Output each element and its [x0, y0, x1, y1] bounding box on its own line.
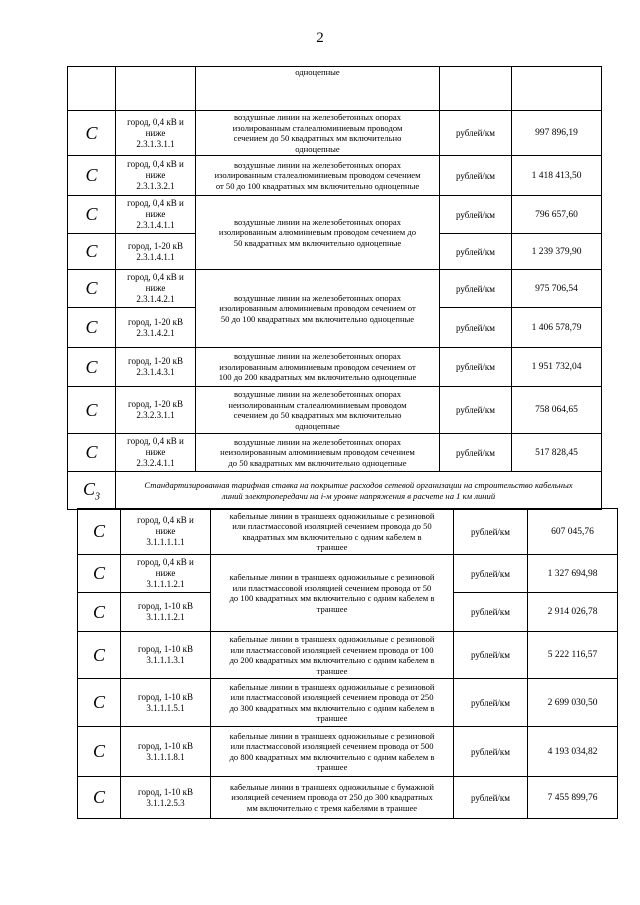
table-row	[78, 727, 618, 777]
value-cell: 2 914 026,78	[528, 593, 618, 632]
code-cell: город, 1-10 кВ 3.1.1.1.2.1	[121, 593, 211, 632]
desc-cell: кабельные линии в траншеях одножильные с резиновой или пластмассовой изоляцией сечением провода от 50 до 100 квадратных мм включительно с одним кабелем в траншее	[211, 555, 454, 632]
value-cell: 607 045,76	[528, 509, 618, 555]
symbol-c: С	[68, 348, 116, 387]
desc-cell: одноцепные	[196, 67, 440, 111]
unit-cell: рублей/км	[454, 632, 528, 679]
code-cell: город, 0,4 кВ и ниже 2.3.1.3.1.1	[116, 111, 196, 156]
symbol-c: С	[78, 632, 121, 679]
value-cell: 1 406 578,79	[512, 308, 602, 348]
symbol-c: С	[68, 387, 116, 434]
table-row	[68, 348, 602, 387]
unit-cell: рублей/км	[440, 270, 512, 308]
table-row	[68, 387, 602, 434]
table-row	[68, 111, 602, 156]
symbol-c: С	[68, 156, 116, 196]
symbol-c: С	[78, 679, 121, 727]
desc-cell: воздушные линии на железобетонных опорах неизолированным сталеалюминиевым проводом сечением до 50 квадратных мм включительно одноцепные	[196, 387, 440, 434]
value-cell: 758 064,65	[512, 387, 602, 434]
code-cell: город, 0,4 кВ и ниже 3.1.1.1.2.1	[121, 555, 211, 593]
page-number: 2	[316, 30, 324, 46]
unit-cell: рублей/км	[440, 348, 512, 387]
table-row	[68, 270, 602, 308]
desc-cell: кабельные линии в траншеях одножильные с резиновой или пластмассовой изоляцией сечением провода от 250 до 300 квадратных мм включительно с одним кабелем в траншее	[211, 679, 454, 727]
unit-cell: рублей/км	[454, 777, 528, 819]
table-row	[78, 555, 618, 593]
unit-cell: рублей/км	[454, 509, 528, 555]
symbol-c: С	[68, 308, 116, 348]
table-row	[78, 777, 618, 819]
table-row	[68, 434, 602, 472]
code-cell: город, 1-10 кВ 3.1.1.1.5.1	[121, 679, 211, 727]
unit-cell: рублей/км	[440, 308, 512, 348]
desc-cell: воздушные линии на железобетонных опорах изолированным алюминиевым проводом сечением от 100 до 200 квадратных мм включительно одноцепные	[196, 348, 440, 387]
symbol-c: С	[68, 111, 116, 156]
table-row	[78, 509, 618, 555]
value-cell: 1 951 732,04	[512, 348, 602, 387]
value-cell: 1 239 379,90	[512, 234, 602, 270]
code-cell: город, 0,4 кВ и ниже 2.3.1.4.1.1	[116, 196, 196, 234]
value-cell: 7 455 899,76	[528, 777, 618, 819]
unit-cell: рублей/км	[440, 234, 512, 270]
desc-cell: воздушные линии на железобетонных опорах неизолированным алюминиевым проводом сечением до 50 квадратных мм включительно одноцепные	[196, 434, 440, 472]
code-cell: город, 0,4 кВ и ниже 2.3.1.4.2.1	[116, 270, 196, 308]
section-header-row	[68, 472, 602, 510]
code-cell: город, 1-20 кВ 2.3.2.3.1.1	[116, 387, 196, 434]
symbol-c: С	[78, 593, 121, 632]
symbol-c: С	[78, 555, 121, 593]
value-cell: 5 222 116,57	[528, 632, 618, 679]
unit-cell: рублей/км	[440, 387, 512, 434]
unit-cell: рублей/км	[440, 111, 512, 156]
code-cell: город, 0,4 кВ и ниже 3.1.1.1.1.1	[121, 509, 211, 555]
desc-cell: воздушные линии на железобетонных опорах изолированным алюминиевым проводом сечением от 50 до 100 квадратных мм включительно одноцепные	[196, 270, 440, 348]
table-row	[78, 679, 618, 727]
table-row	[78, 632, 618, 679]
code-cell: город, 1-20 кВ 2.3.1.4.3.1	[116, 348, 196, 387]
value-cell: 2 699 030,50	[528, 679, 618, 727]
code-cell: город, 1-10 кВ 3.1.1.1.8.1	[121, 727, 211, 777]
symbol-c: С	[68, 196, 116, 234]
unit-cell: рублей/км	[454, 679, 528, 727]
unit-cell: рублей/км	[440, 156, 512, 196]
desc-cell: кабельные линии в траншеях одножильные с резиновой или пластмассовой изоляцией сечением провода от 100 до 200 квадратных мм включительно с одним кабелем в траншее	[211, 632, 454, 679]
value-cell: 796 657,60	[512, 196, 602, 234]
section-title: Стандартизированная тарифная ставка на покрытие расходов сетевой организации на строительство кабельных линий электропередачи на i-м уровне напряжения в расчете на 1 км линий	[116, 472, 602, 510]
table-row	[68, 67, 602, 111]
table-row	[68, 156, 602, 196]
symbol-c: С	[78, 777, 121, 819]
symbol-c: С	[68, 270, 116, 308]
desc-cell: кабельные линии в траншеях одножильные с бумажной изоляцией сечением провода от 250 до 300 квадратных мм включительно с тремя кабелями в траншее	[211, 777, 454, 819]
code-cell: город, 1-20 кВ 2.3.1.4.2.1	[116, 308, 196, 348]
unit-cell: рублей/км	[454, 727, 528, 777]
code-cell: город, 1-10 кВ 3.1.1.1.3.1	[121, 632, 211, 679]
unit-cell: рублей/км	[454, 593, 528, 632]
table-row	[68, 196, 602, 234]
symbol-c: С	[68, 434, 116, 472]
symbol-c: С	[78, 727, 121, 777]
symbol-c: С	[68, 234, 116, 270]
desc-cell: воздушные линии на железобетонных опорах изолированным сталеалюминиевым проводом сечением до 50 квадратных мм включительно одноцепные	[196, 111, 440, 156]
code-cell: город, 0,4 кВ и ниже 2.3.1.3.2.1	[116, 156, 196, 196]
desc-cell: кабельные линии в траншеях одножильные с резиновой или пластмассовой изоляцией сечением провода до 50 квадратных мм включительно с одним кабелем в траншее	[211, 509, 454, 555]
code-cell: город, 1-20 кВ 2.3.1.4.1.1	[116, 234, 196, 270]
unit-cell: рублей/км	[440, 196, 512, 234]
value-cell: 1 327 694,98	[528, 555, 618, 593]
code-cell: город, 0,4 кВ и ниже 2.3.2.4.1.1	[116, 434, 196, 472]
desc-cell: воздушные линии на железобетонных опорах изолированным сталеалюминиевым проводом сечением от 50 до 100 квадратных мм включительно одноцепные	[196, 156, 440, 196]
desc-cell: кабельные линии в траншеях одножильные с резиновой или пластмассовой изоляцией сечением провода от 500 до 800 квадратных мм включительно с одним кабелем в траншее	[211, 727, 454, 777]
unit-cell: рублей/км	[440, 434, 512, 472]
tariff-table-overhead	[67, 66, 602, 510]
unit-cell: рублей/км	[454, 555, 528, 593]
symbol-c3: $С_3$	[68, 472, 116, 510]
value-cell: 4 193 034,82	[528, 727, 618, 777]
value-cell: 975 706,54	[512, 270, 602, 308]
tariff-table-cable	[77, 508, 618, 819]
value-cell: 997 896,19	[512, 111, 602, 156]
symbol-c: С	[78, 509, 121, 555]
desc-cell: воздушные линии на железобетонных опорах изолированным алюминиевым проводом сечением до 50 квадратных мм включительно одноцепные	[196, 196, 440, 270]
code-cell: город, 1-10 кВ 3.1.1.2.5.3	[121, 777, 211, 819]
value-cell: 517 828,45	[512, 434, 602, 472]
value-cell: 1 418 413,50	[512, 156, 602, 196]
